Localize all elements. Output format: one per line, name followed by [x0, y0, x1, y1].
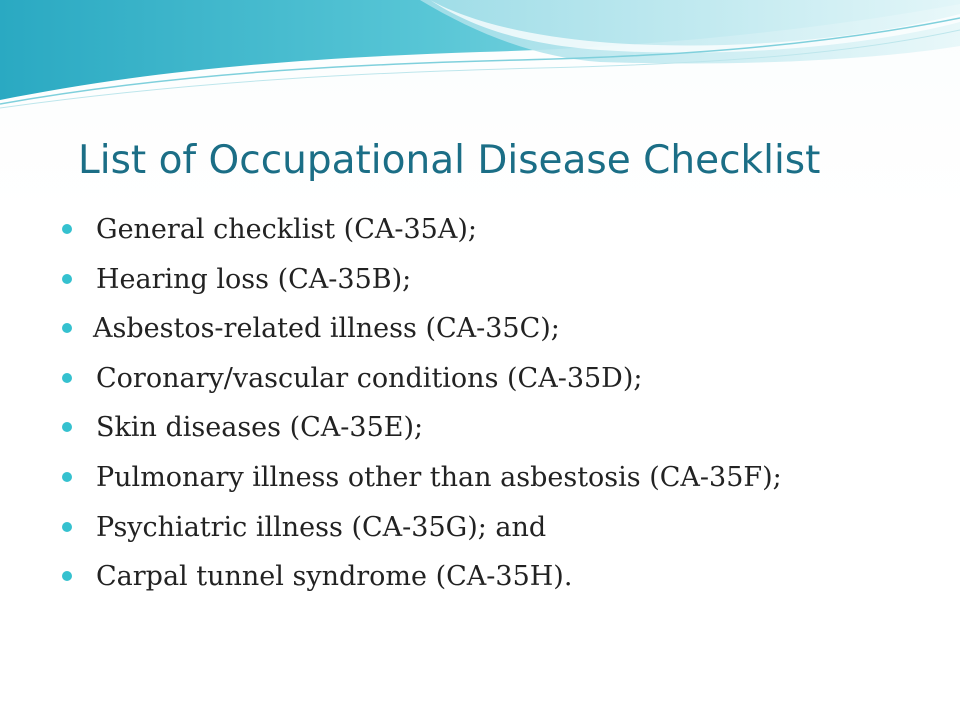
header-wave-decoration	[0, 0, 960, 120]
bullet-dot-icon	[62, 422, 72, 432]
list-item-text: Psychiatric illness (CA-35G); and	[96, 511, 547, 543]
bullet-dot-icon	[62, 373, 72, 383]
bullet-dot-icon	[62, 323, 72, 333]
bullet-dot-icon	[62, 472, 72, 482]
list-item-text: Hearing loss (CA-35B);	[96, 263, 412, 295]
slide-title: List of Occupational Disease Checklist	[78, 138, 821, 183]
bullet-dot-icon	[62, 571, 72, 581]
list-item-text: Pulmonary illness other than asbestosis (CA-35F);	[96, 461, 782, 493]
list-item-text: General checklist (CA-35A);	[96, 214, 477, 245]
bullet-dot-icon	[62, 274, 72, 284]
list-item-text: Asbestos-related illness (CA-35C);	[93, 313, 560, 345]
list-item-text: Carpal tunnel syndrome (CA-35H).	[96, 561, 573, 593]
bullet-dot-icon	[62, 522, 72, 532]
list-item-text: Skin diseases (CA-35E);	[96, 412, 424, 444]
bullet-dot-icon	[62, 224, 72, 234]
list-item-text: Coronary/vascular conditions (CA-35D);	[96, 362, 643, 394]
